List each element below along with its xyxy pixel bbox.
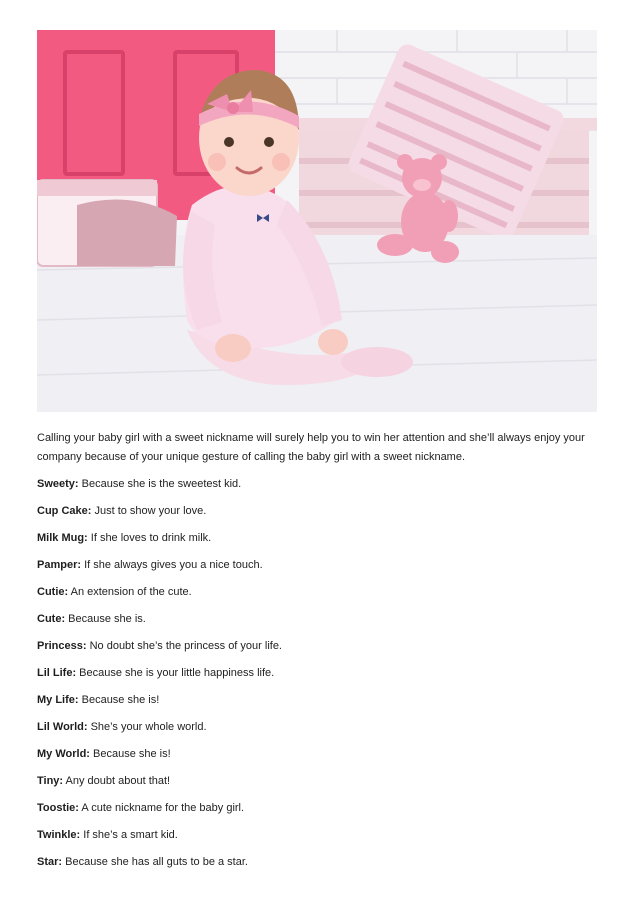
nickname-description: An extension of the cute. <box>68 586 192 598</box>
nickname-description: Because she has all guts to be a star. <box>62 856 248 868</box>
article-body <box>37 429 597 880</box>
intro-paragraph: Calling your baby girl with a sweet nickname will surely help you to win her attention and she’ll always enjoy your company because of your unique gesture of calling the baby girl with a sweet nickname. <box>37 432 585 463</box>
list-item <box>37 637 597 656</box>
nickname-description: Because she is! <box>89 748 171 760</box>
nickname-description: If she loves to drink milk. <box>87 532 212 544</box>
nickname-description: If she always gives you a nice touch. <box>81 559 263 571</box>
nickname-description: Any doubt about that! <box>63 775 171 787</box>
nickname-description: If she’s a smart kid. <box>80 829 178 841</box>
nickname-term: Twinkle: <box>37 829 81 841</box>
nickname-term: Princess: <box>37 640 87 652</box>
list-item <box>37 475 597 494</box>
nickname-term: Lil Life: <box>37 667 77 679</box>
list-item <box>37 583 597 602</box>
list-item <box>37 826 597 845</box>
nickname-term: Milk Mug: <box>37 532 88 544</box>
nickname-description: Because she is your little happiness life. <box>76 667 275 679</box>
nickname-description: No doubt she’s the princess of your life. <box>86 640 282 652</box>
nickname-description: A cute nickname for the baby girl. <box>78 802 245 814</box>
list-item <box>37 610 597 629</box>
nickname-term: Tiny: <box>37 775 64 787</box>
nickname-term: Sweety: <box>37 478 79 490</box>
nickname-description: She’s your whole world. <box>87 721 207 733</box>
list-item <box>37 718 597 737</box>
list-item <box>37 799 597 818</box>
nickname-term: My World: <box>37 748 90 760</box>
list-item <box>37 772 597 791</box>
nickname-term: Star: <box>37 856 63 868</box>
nickname-description: Because she is the sweetest kid. <box>78 478 242 490</box>
nickname-term: My Life: <box>37 694 79 706</box>
list-item <box>37 853 597 872</box>
nickname-description: Just to show your love. <box>91 505 207 517</box>
baby-girl-photo <box>37 30 597 412</box>
list-item <box>37 502 597 521</box>
list-item <box>37 691 597 710</box>
nickname-term: Cutie: <box>37 586 69 598</box>
nickname-term: Cute: <box>37 613 66 625</box>
nickname-term: Lil World: <box>37 721 88 733</box>
nickname-term: Cup Cake: <box>37 505 92 517</box>
list-item <box>37 529 597 548</box>
nickname-description: Because she is! <box>78 694 160 706</box>
nickname-term: Toostie: <box>37 802 79 814</box>
list-item <box>37 664 597 683</box>
list-item <box>37 556 597 575</box>
nickname-term: Pamper: <box>37 559 82 571</box>
list-item <box>37 745 597 764</box>
nickname-description: Because she is. <box>65 613 146 625</box>
